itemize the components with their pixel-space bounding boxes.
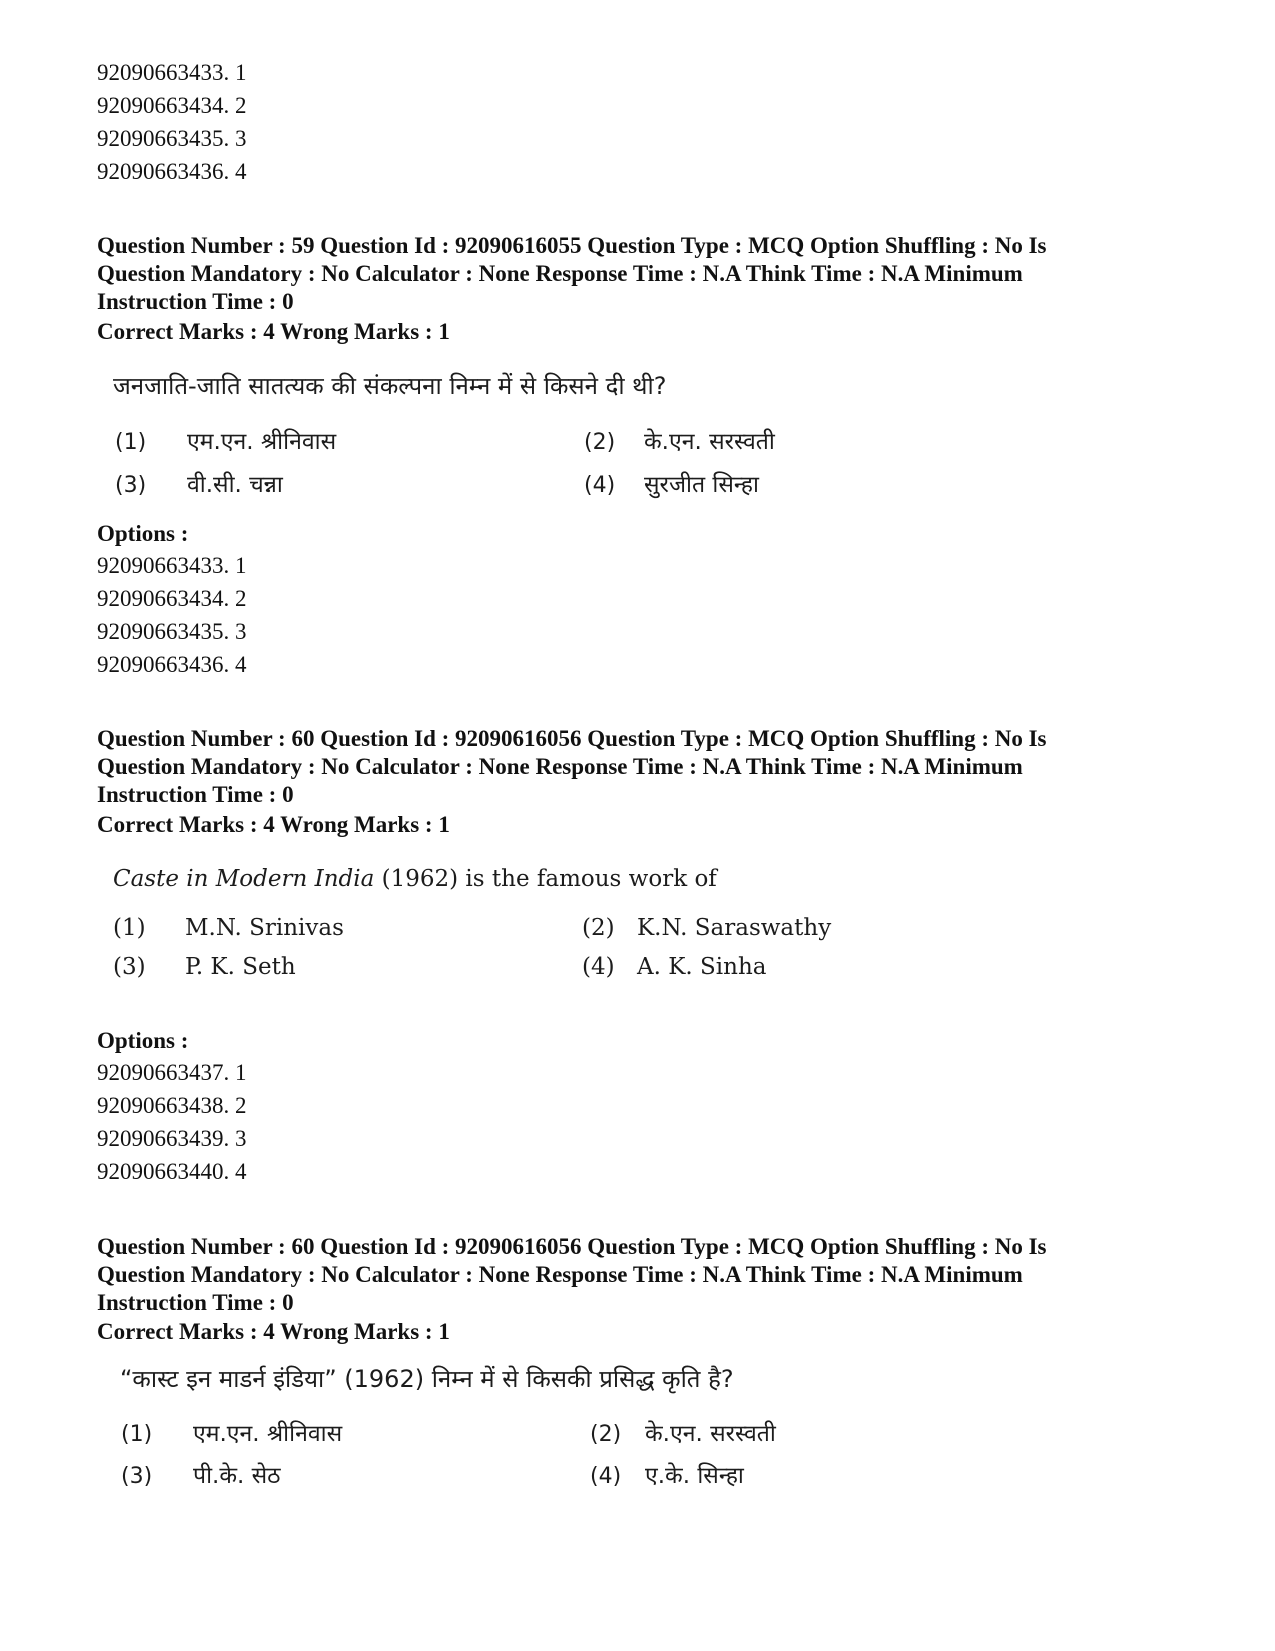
choice-number: (1)	[113, 915, 146, 941]
question-60-hi-choice-2	[590, 1416, 776, 1448]
option-line: 92090663436. 4	[97, 652, 247, 677]
question-59-choice-2	[584, 424, 775, 456]
choice-text: K.N. Saraswathy	[637, 915, 832, 941]
choice-text: ए.के. सिन्हा	[645, 1463, 744, 1489]
choice-text: वी.सी. चन्ना	[187, 472, 283, 498]
question-60-en-options-label: Options :	[97, 1028, 189, 1053]
choice-number: (3)	[115, 473, 147, 498]
question-59-text: जनजाति-जाति सातत्यक की संकल्पना निम्न में से किसने दी थी?	[113, 372, 667, 400]
question-60-hi-text: “कास्ट इन माडर्न इंडिया” (1962) निम्न में से किसकी प्रसिद्ध कृति है?	[120, 1365, 734, 1393]
choice-number: (2)	[582, 915, 615, 941]
choice-number: (2)	[590, 1422, 622, 1447]
question-60-en-choice-3	[113, 954, 296, 980]
question-60-hi-choice-1	[121, 1416, 342, 1448]
choice-text: के.एन. सरस्वती	[644, 429, 775, 455]
option-line: 92090663440. 4	[97, 1159, 247, 1184]
question-60-hi-header: Question Number : 60 Question Id : 92090616056 Question Type : MCQ Option Shuffling : No Is Question Mandatory : No Calculator : None Response Time : N.A Think Time : N.A Minimum Instruction Time : 0	[97, 1234, 1047, 1315]
question-60-en-marks: Correct Marks : 4 Wrong Marks : 1	[97, 812, 450, 837]
question-60-en-header: Question Number : 60 Question Id : 92090616056 Question Type : MCQ Option Shuffling : No Is Question Mandatory : No Calculator : None Response Time : N.A Think Time : N.A Minimum Instruction Time : 0	[97, 726, 1047, 807]
option-line: 92090663439. 3	[97, 1126, 247, 1151]
choice-number: (1)	[121, 1422, 153, 1447]
question-60-en-choice-2	[582, 915, 831, 941]
choice-number: (4)	[590, 1464, 622, 1489]
choice-text: M.N. Srinivas	[185, 915, 344, 941]
option-line: 92090663437. 1	[97, 1060, 247, 1085]
choice-text: A. K. Sinha	[637, 954, 767, 980]
option-line: 92090663433. 1	[97, 553, 247, 578]
question-60-hi-choice-4	[590, 1458, 744, 1490]
question-60-en-choice-1	[113, 915, 344, 941]
choice-text: के.एन. सरस्वती	[645, 1421, 776, 1447]
question-59-marks: Correct Marks : 4 Wrong Marks : 1	[97, 319, 450, 344]
book-title: Caste in Modern India	[113, 866, 375, 892]
choice-number: (1)	[115, 430, 147, 455]
option-line: 92090663435. 3	[97, 619, 247, 644]
question-60-en-choice-4	[582, 954, 767, 980]
option-line: 92090663434. 2	[97, 586, 247, 611]
choice-number: (4)	[584, 473, 616, 498]
question-60-hi-marks: Correct Marks : 4 Wrong Marks : 1	[97, 1319, 450, 1344]
option-line: 92090663435. 3	[97, 126, 247, 151]
choice-number: (3)	[113, 954, 146, 980]
choice-text: एम.एन. श्रीनिवास	[193, 1421, 343, 1447]
question-60-hi-choice-3	[121, 1458, 281, 1490]
question-60-en-text	[113, 863, 717, 895]
option-line: 92090663438. 2	[97, 1093, 247, 1118]
question-59-choice-1	[115, 424, 336, 456]
question-59-options-label: Options :	[97, 521, 189, 546]
question-text-rest: (1962) is the famous work of	[374, 866, 717, 892]
option-line: 92090663434. 2	[97, 93, 247, 118]
choice-number: (4)	[582, 954, 615, 980]
choice-number: (2)	[584, 430, 616, 455]
question-59-choice-4	[584, 467, 759, 499]
choice-text: एम.एन. श्रीनिवास	[187, 429, 337, 455]
question-59-choice-3	[115, 467, 283, 499]
choice-text: P. K. Seth	[185, 954, 296, 980]
choice-text: सुरजीत सिन्हा	[644, 472, 759, 498]
question-59-header: Question Number : 59 Question Id : 92090616055 Question Type : MCQ Option Shuffling : No Is Question Mandatory : No Calculator : None Response Time : N.A Think Time : N.A Minimum Instruction Time : 0	[97, 233, 1047, 314]
option-line: 92090663436. 4	[97, 159, 247, 184]
choice-text: पी.के. सेठ	[193, 1463, 281, 1489]
option-line: 92090663433. 1	[97, 60, 247, 85]
choice-number: (3)	[121, 1464, 153, 1489]
